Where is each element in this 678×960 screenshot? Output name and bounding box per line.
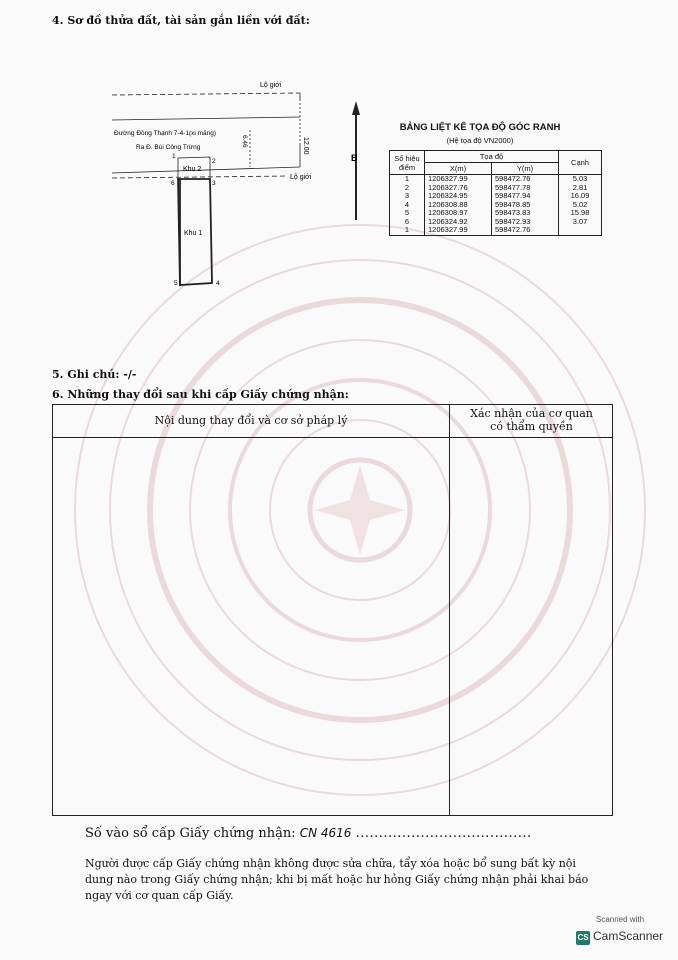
certificate-note: Người được cấp Giấy chứng nhận không được sửa chữa, tẩy xóa hoặc bổ sung bất kỳ nội dung nào trong Giấy chứng nhận; khi bị mất hoặc hư hỏng Giấy chứng nhận phải khai báo ngay với cơ quan cấp Giấy. xyxy=(85,857,589,902)
changes-col-content: Nội dung thay đổi và cơ sở pháp lý xyxy=(154,414,348,427)
point-5: 5 xyxy=(174,280,178,287)
table-row: 6 1206324.92 598472.93 3.07 xyxy=(390,218,602,227)
point-3: 3 xyxy=(212,180,216,187)
coord-table xyxy=(389,150,602,236)
coord-table-title: BẢNG LIỆT KÊ TỌA ĐỘ GÓC RANH xyxy=(399,122,561,133)
label-road: Đường Đồng Thạnh 7-4-1(xi măng) xyxy=(114,130,217,137)
point-4: 4 xyxy=(216,280,220,287)
north-label: B xyxy=(351,153,358,163)
section-6-heading: 6. Những thay đổi sau khi cấp Giấy chứng nhận: xyxy=(52,388,349,401)
head-toa-do: Tọa độ xyxy=(425,151,559,163)
table-row: 1 1206327.99 598472.76 5.03 xyxy=(390,175,602,184)
label-lo-gioi-top: Lộ giới xyxy=(260,82,282,89)
dim-646: 6.46 xyxy=(241,135,248,148)
point-2: 2 xyxy=(212,158,216,165)
camscanner-logo-icon: CS xyxy=(576,931,590,945)
registry-line xyxy=(85,826,532,841)
camscanner-badge xyxy=(574,915,666,953)
head-canh: Cạnh xyxy=(559,151,602,175)
table-row: 2 1206327.76 598477.78 2.81 xyxy=(390,184,602,193)
head-x: X(m) xyxy=(425,163,492,175)
table-row: 1 1206327.99 598472.76 xyxy=(390,226,602,235)
dim-12: 12.00 xyxy=(302,137,309,155)
point-1: 1 xyxy=(172,153,176,160)
label-lo-gioi-bottom: Lộ giới xyxy=(290,174,312,181)
registry-number: CN 4616 xyxy=(299,826,352,840)
section-5-heading: 5. Ghi chú: -/- xyxy=(52,368,137,381)
changes-col-confirm: Xác nhận của cơ quan có thẩm quyền xyxy=(470,407,593,433)
north-arrow-icon xyxy=(351,101,360,220)
head-diem: điểm xyxy=(398,162,416,172)
table-row: 5 1206308.97 598473.83 15.98 xyxy=(390,209,602,218)
head-so-hieu: Số hiệu xyxy=(394,153,420,163)
label-khu1: Khu 1 xyxy=(184,230,203,237)
label-khu2: Khu 2 xyxy=(183,166,202,173)
scanned-with-label: Scanned with xyxy=(595,915,645,924)
land-plot-sketch xyxy=(100,75,360,295)
registry-label: Số vào sổ cấp Giấy chứng nhận: xyxy=(85,826,296,841)
changes-table xyxy=(52,404,613,816)
label-road-ra: Ra Đ. Bùi Công Trừng xyxy=(136,144,201,151)
table-row: 3 1206324.95 598477.94 16.09 xyxy=(390,192,602,201)
header-divider xyxy=(53,437,612,438)
camscanner-name: CamScanner xyxy=(593,929,664,943)
table-row: 4 1206308.88 598478.85 5.02 xyxy=(390,201,602,210)
column-divider xyxy=(449,405,450,815)
coord-table-subtitle: (Hệ tọa độ VN2000) xyxy=(446,136,514,145)
head-y: Y(m) xyxy=(492,163,559,175)
point-6: 6 xyxy=(171,180,175,187)
registry-dots: ...................................... xyxy=(355,826,532,841)
section-4-heading: 4. Sơ đồ thửa đất, tài sản gắn liền với đất: xyxy=(52,14,310,27)
